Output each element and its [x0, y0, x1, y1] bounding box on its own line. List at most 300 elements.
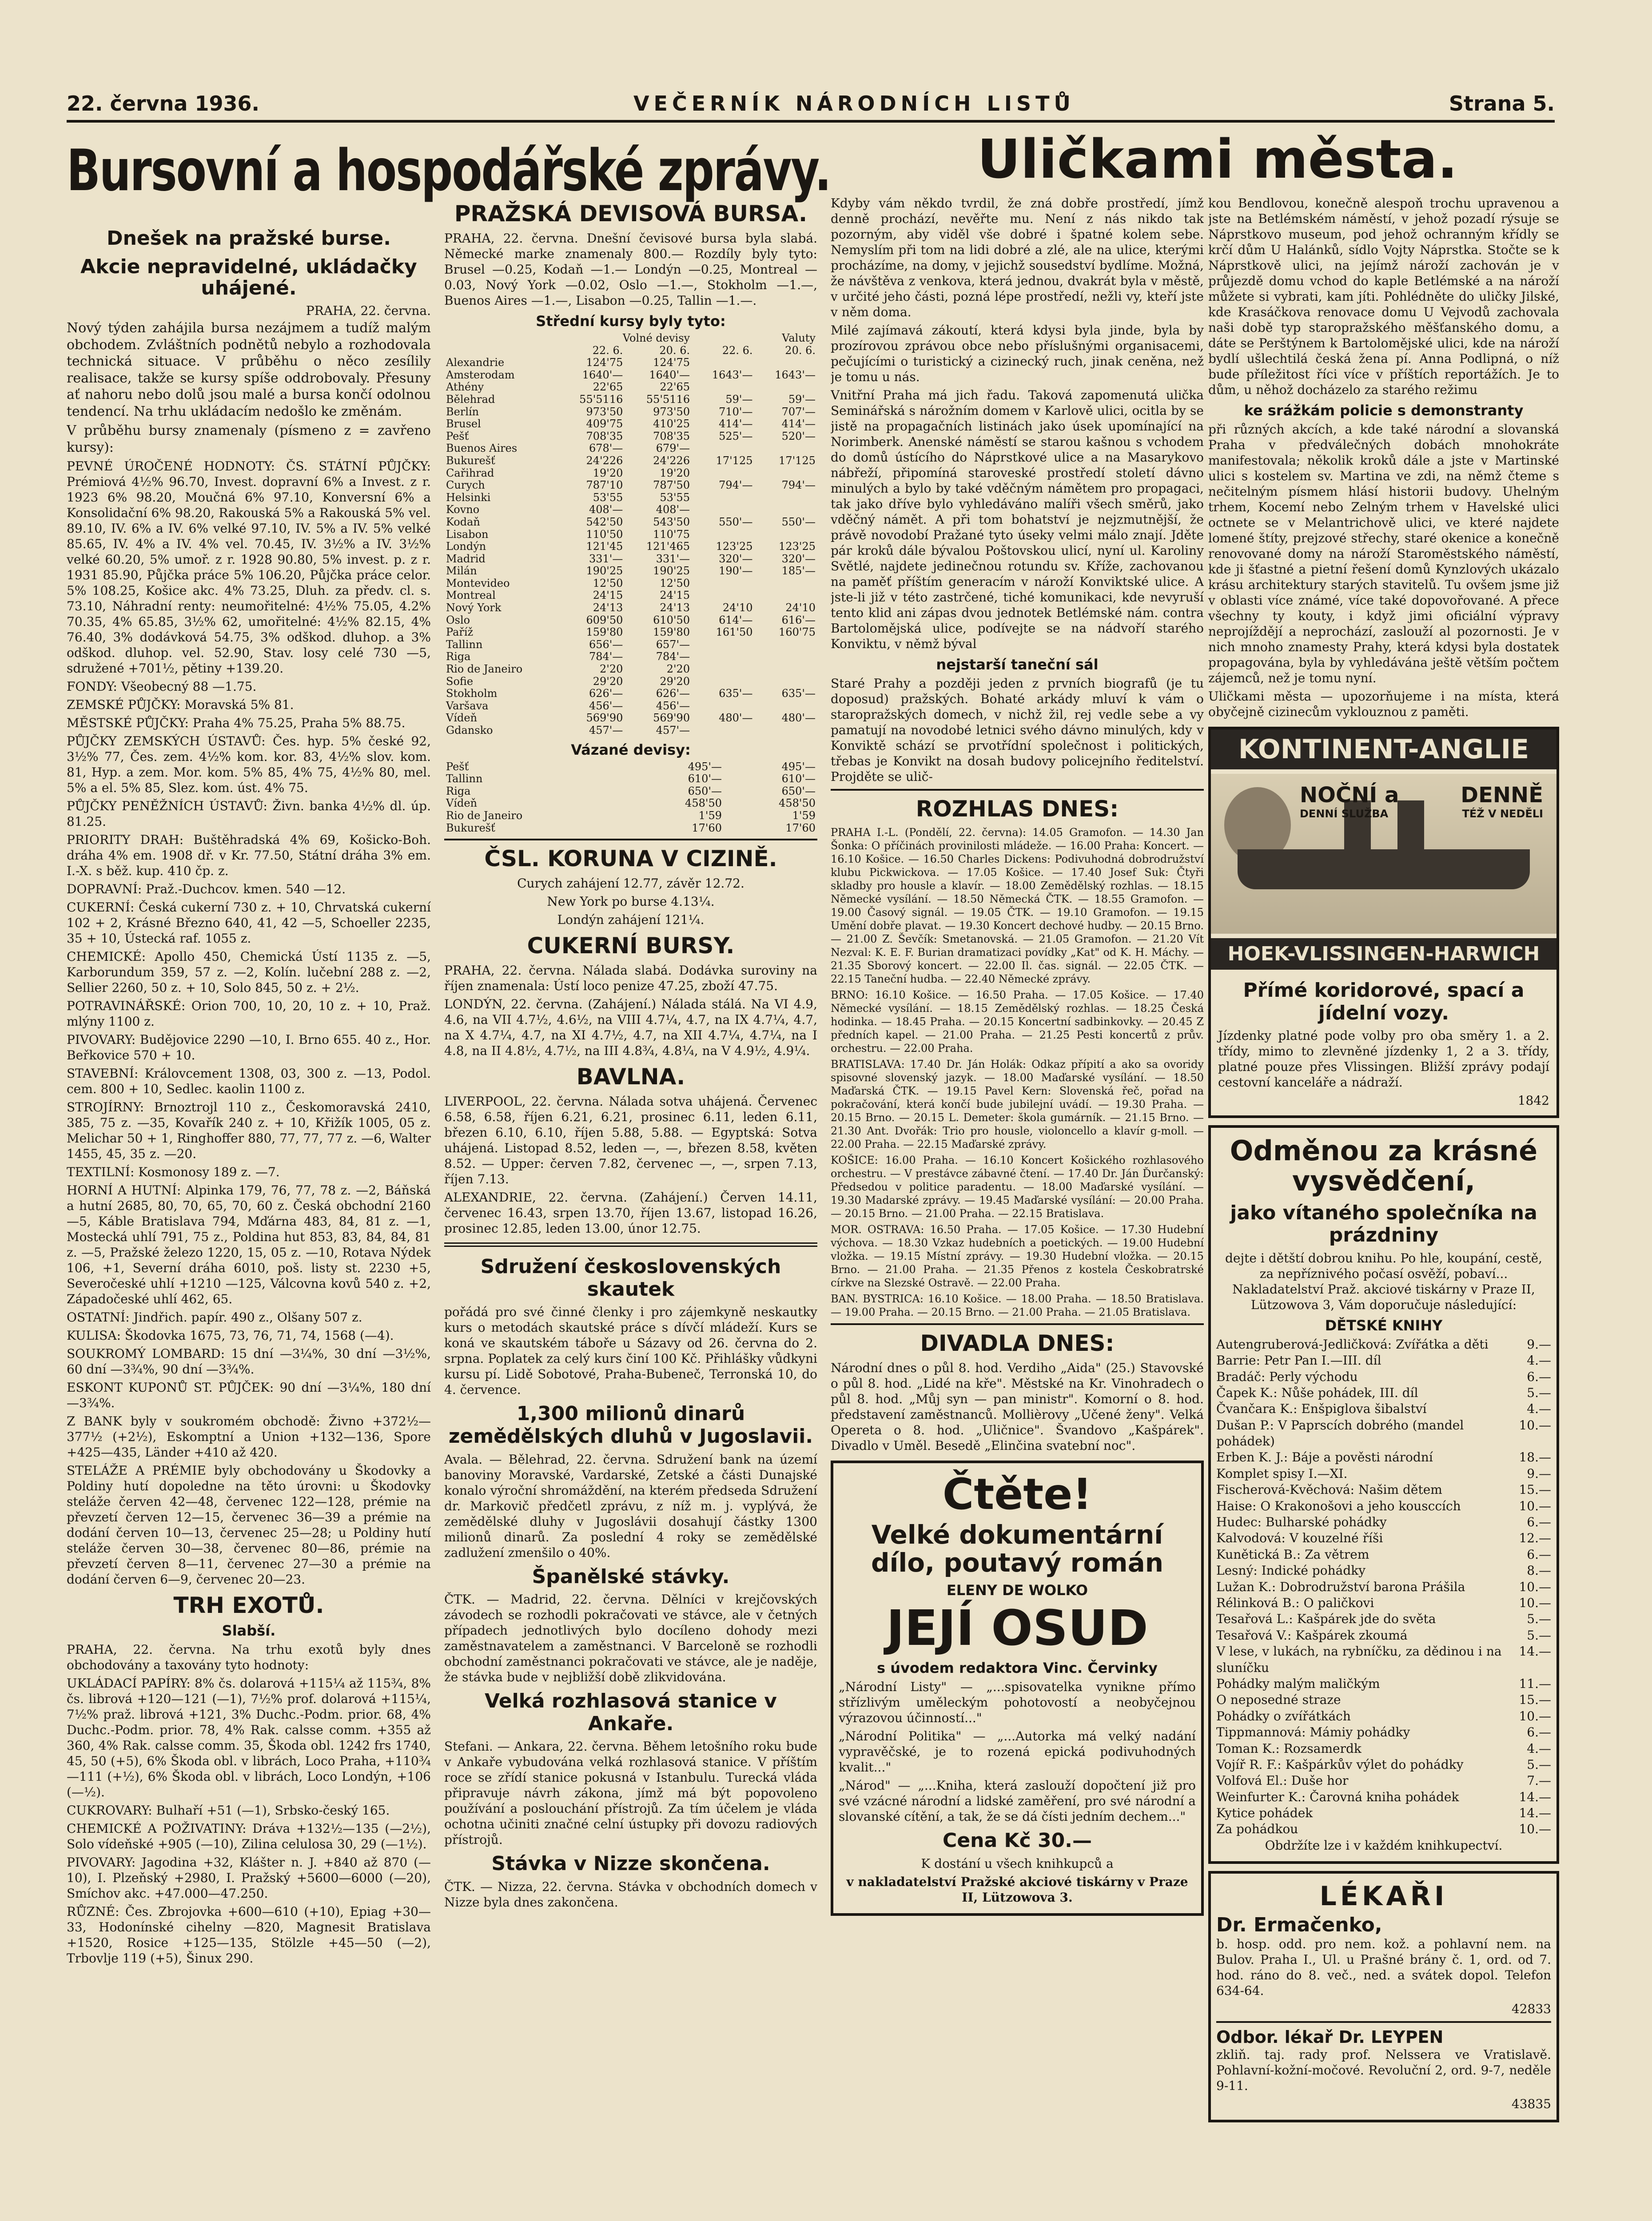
currency-city: Stokholm — [446, 687, 498, 700]
book-price: 4.— — [1527, 1353, 1551, 1368]
paragraph: Národní dnes o půl 8. hod. Verdiho „Aida" (25.) Stavovské o půl 8. hod. „Lidé na kře". Městské na Kr. Vinohradech o půl 8. hod. „Můj syn — pan ministr". Komorní o 8. hod. představení zaměstnanců. Mollièrovy „Učené ženy". Velká Opereta o 8. hod. „Uličnice". Švandovo „Kašpárek". Divadlo v Uměl. Besedě „Elinčina svatební noc". — [831, 1361, 1204, 1453]
currency-value: 569'90 — [653, 712, 690, 724]
currency-value: 1640'— — [582, 368, 623, 381]
currency-value: 12'50 — [593, 577, 623, 589]
currency-value: 456'— — [589, 699, 623, 712]
table-header: 20. 6. — [659, 344, 690, 357]
divider — [444, 1242, 817, 1250]
ad-book-name: JEJÍ OSUD — [886, 1600, 1148, 1657]
currency-city: Riga — [446, 784, 471, 797]
currency-value: 1643'— — [775, 368, 816, 381]
currency-value: 973'50 — [653, 405, 690, 418]
book-price: 10.— — [1519, 1498, 1551, 1513]
book-title: Toman K.: Rozsamerdk — [1216, 1741, 1361, 1756]
currency-value — [692, 639, 754, 651]
book-price: 4.— — [1527, 1401, 1551, 1417]
doctor-info: b. hosp. odd. pro nem. kož. a pohlavní nem. na Bulov. Praha I., Ul. u Prašné brány č. 1, ord. od 7. hod. ráno do 8. več., ned. a svátek dopol. Telefon 634-64. — [1216, 1936, 1551, 1998]
paragraph: Londýn zahájení 121¼. — [557, 912, 705, 927]
currency-city: Oslo — [446, 613, 470, 626]
table-row — [444, 688, 817, 700]
book-title: Lužan K.: Dobrodružství barona Prášila — [1216, 1579, 1465, 1594]
currency-city: Montevideo — [446, 577, 510, 589]
currency-value: 190'25 — [586, 565, 623, 577]
currency-value: 794'— — [781, 479, 816, 492]
section-title: ROZHLAS DNES: — [916, 796, 1119, 822]
paragraph: Stefani. — Ankara, 22. června. Během letošního roku bude v Ankaře vybudována velká rozhlasová stanice. V příštím roce se zřídí stanice pokusná v Istanbulu. Turecká vláda připravuje návrh zákona, jímž má být popovoleno používání a poslouchání přístrojů. Za tím účelem je vláda ochotna učiniti značné celní ústupky při dovozu radiových přístrojů. — [444, 1739, 817, 1847]
book-list-item — [1216, 1628, 1551, 1644]
column-exchange — [67, 222, 431, 2221]
ad-intro: s úvodem redaktora Vinc. Červinky — [877, 1660, 1158, 1677]
currency-value — [755, 676, 817, 688]
table-row — [444, 676, 817, 688]
book-title: Volfová El.: Duše hor — [1216, 1773, 1349, 1788]
currency-value — [692, 357, 754, 369]
currency-value — [755, 639, 817, 651]
table-header: 22. 6. — [592, 344, 623, 357]
book-title: Autengruberová-Jedličková: Zvířátka a děti — [1216, 1337, 1489, 1352]
book-price: 10.— — [1519, 1579, 1551, 1594]
book-price: 6.— — [1527, 1547, 1551, 1562]
quote-block: PIVOVARY: Jagodina +32, Klášter n. J. +840 až 870 (—10), I. Plzeňský +2980, I. Pražský +5600—6000 (—20), Smíchov akc. +47.000—47.250. — [67, 1855, 431, 1901]
table-row — [444, 761, 817, 773]
book-list-item — [1216, 1482, 1551, 1498]
page-header — [67, 84, 1555, 123]
paragraph: MOR. OSTRAVA: 16.50 Praha. — 17.05 Košice. — 17.30 Hudební výchova. — 18.30 Vzkaz hudebních a poetických. — 19.00 Hudební vložka. — 19.15 Místní zprávy. — 19.30 Hudební vložka. — 20.15 Brno. — 21.00 Praha. — 21.35 Přenos z kostela Českobratrské církve na Slezské Ostravě. — 22.00 Praha. — [831, 1223, 1204, 1289]
page-number: Strana 5. — [1449, 92, 1555, 115]
section-title: PRAŽSKÁ DEVISOVÁ BURSA. — [454, 201, 808, 227]
currency-value: 614'— — [719, 613, 753, 626]
currency-city: Bukurešť — [446, 454, 495, 467]
currency-value: 456'— — [656, 699, 690, 712]
table-caption: Vázané devisy: — [571, 741, 691, 758]
currency-value: 610'— — [688, 772, 722, 785]
bound-currency-table — [444, 761, 817, 835]
currency-value: 626'— — [656, 687, 690, 700]
divider — [444, 839, 817, 840]
paragraph: PRAHA, 22. června. Dnešní čevisové bursa byla slabá. Německé marke znamenaly 800.— Rozdíly byly tyto: Brusel —0.25, Kodaň —1.— Londýn —0.25, Montreal —0.03, Nový York —0.02, Oslo —1.—, Stokholm —1.—, Buenos Aires —1.—, Lisabon —0.25, Tallin —1.—. — [444, 231, 817, 308]
table-row — [444, 529, 817, 541]
ad-quote: „Národ" — „...Kniha, která zaslouží dopočtení již pro své vzácné národní a lidské zaměření, pro své národní a slovanské cítění, a tak, že se dá čísti jedním dechem..." — [839, 1778, 1196, 1824]
paragraph: Staré Prahy a později jeden z prvních biografů (je tu doposud) pražských. Bohaté arkády mluví k vám o staropražských domech, v nichž žil, rej vedle sebe a vy pamatují na novodobé letnici svého dávno minulých, kdy v Konviktě schází se prvotřídní společnost i politických, třebas je Konvikt na dosah budovy policejního ředitelství. Projděte se ulič- — [831, 676, 1204, 784]
currency-value — [692, 589, 754, 602]
book-list-item — [1216, 1530, 1551, 1546]
book-title: Kunětická B.: Za větrem — [1216, 1547, 1369, 1562]
ad-title: LÉKAŘI — [1319, 1880, 1448, 1912]
currency-city: Vídeň — [446, 712, 478, 724]
quote-block: PEVNÉ ÚROČENÉ HODNOTY: ČS. STÁTNÍ PŮJČKY: Prémiová 4½% 96.70, Invest. dopravní 6% a Invest. z r. 1923 6% 98.20, Moučná 6% 97.10, Konversní 6% a Konsolidační 6% 98.20, Rakouská 5% a Rakouská 5% vel. 89.10, IV. 6% a IV. 6% velké 97.10, IV. 5% a IV. 5% velké 85.65, IV. 4% a IV. 4% vel. 70.45, IV. 3½% a IV. 3½% velké 60.20, 5% umoř. z r. 1928 90.80, 5% invest. p. z r. 1931 85.90, Půjčka práce 5% 106.20, Půjčka práce celor. 5% 108.25, Košice akc. 4% 73.25, Dluh. za předv. cl. s. 73.10, Náhradní renty: neumořitelné: 4½% 75.05, 4.2% 70.35, 4% 65.85, 3½% 62, umořitelné: 4½% 82.15, 4% 76.40, 3% dodávková 54.75, 3% odškod. dluhop. a 3% odškod. dluhop. vel. 52.90, Stav. losy celé 730 —5, sdružené +701½, pětiny +139.20. — [67, 459, 431, 676]
currency-value: 320'— — [719, 552, 753, 565]
ad-day: DENNĚ — [1461, 783, 1543, 808]
currency-value: 973'50 — [586, 405, 623, 418]
table-row — [444, 406, 817, 418]
currency-value — [692, 467, 754, 480]
currency-value: 784'— — [656, 650, 690, 663]
currency-value — [692, 504, 754, 516]
table-row — [444, 418, 817, 430]
currency-value: 190'— — [719, 565, 753, 577]
paragraph: KOŠICE: 16.00 Praha. — 16.10 Koncert Košického rozhlasového orchestru. — V prestávce zábavné čtení. — 17.40 Dr. Ján Ďurčanský: Předsedou v politice paradentu. — 18.00 Maďarské vysílání. — 19.30 Madarské zprávy. — 19.45 Maďarské vysílání: — 20.00 Praha. — 20.15 Brno. — 21.00 Praha. — 22.15 Bratislava. — [831, 1154, 1204, 1220]
quote-block: STROJÍRNY: Brnoztrojl 110 z., Českomoravská 2410, 385, 75 z. —35, Kovařík 240 z. + 10, Křižík 1005, 05 z. Melichar 50 + 1, Ringhoffer 880, 77, 77, 77 z. —6, Walter 1455, 45, 35 z. —20. — [67, 1100, 431, 1162]
currency-value — [755, 492, 817, 504]
column-markets — [444, 195, 817, 2221]
book-list-item — [1216, 1579, 1551, 1595]
book-title: Fischerová-Kvěchová: Našim dětem — [1216, 1482, 1442, 1497]
table-row — [444, 381, 817, 394]
table-row — [444, 357, 817, 369]
currency-value: 408'— — [656, 503, 690, 516]
book-list-item — [1216, 1401, 1551, 1417]
paragraph: ALEXANDRIE, 22. června. (Zahájení.) Červen 14.11, červenec 16.43, srpen 13.70, říjen 13.67, listopad 16.26, prosinec 12.85, leden 13.00, únor 12.75. — [444, 1190, 817, 1236]
currency-value: 22'65 — [593, 381, 623, 394]
book-list-item — [1216, 1644, 1551, 1676]
paragraph: Milé zajímavá zákoutí, která kdysi byla jinde, byla by prozírovou zprávou obce nebo příslušnými organisacemi, pečujícími o turistický a cizinecký ruch, jinak ceněna, než je tomu u nás. — [831, 323, 1204, 384]
currency-value: 495'— — [688, 760, 722, 773]
book-price: 9.— — [1527, 1337, 1551, 1352]
currency-value: 679'— — [656, 442, 690, 455]
ad-availability: K dostání u všech knihkupců a — [921, 1856, 1114, 1871]
currency-value: 55'5116 — [646, 393, 690, 406]
paragraph: ČTK. — Nizza, 22. června. Stávka v obchodních domech v Nizze byla dnes zakončena. — [444, 1879, 817, 1910]
divider — [831, 789, 1204, 791]
quote-block: PŮJČKY ZEMSKÝCH ÚSTAVŮ: Čes. hyp. 5% české 92, 3½% 77, Čes. zem. 4½% kom. kor. 83, 4½% slov. kom. 81, Hyp. a zem. Mor. kom. 5% 85, 4% 75, 4½% 80, mel. 5% a el. 5% 85, Slez. kom. úst. 4% 75. — [67, 734, 431, 796]
book-price: 10.— — [1519, 1417, 1551, 1433]
book-list-item — [1216, 1821, 1551, 1837]
table-row — [444, 810, 817, 822]
ad-night: NOČNÍ a — [1300, 783, 1399, 808]
currency-value — [692, 381, 754, 394]
currency-value: 495'— — [781, 760, 816, 773]
ad-title: KONTINENT-ANGLIE — [1211, 729, 1556, 769]
ad-quote: „Národní Politika" — „...Autorka má velký nadání vypravěčské, je to rozená epická podivuhodných kvalit..." — [839, 1729, 1196, 1775]
currency-value — [755, 504, 817, 516]
currency-value: 657'— — [656, 638, 690, 651]
currency-value: 414'— — [781, 418, 816, 430]
currency-city: Riga — [446, 650, 471, 663]
currency-value — [692, 663, 754, 676]
book-title: Čvančara K.: Enšpiglova šibalství — [1216, 1401, 1427, 1417]
currency-value: 2'20 — [599, 663, 623, 676]
paragraph: BRNO: 16.10 Košice. — 16.50 Praha. — 17.05 Košice. — 17.40 Německé vysílání. — 18.15 Zemědělský rozhlas. — 18.25 Česká hodinka. — 18.45 Praha. — 20.15 Koncertní sadbinkovky. — 20.45 Z předních kapel. — 21.00 Praha. — 21.25 Pesti koncertů z prův. orchestru. — 22.00 Praha. — [831, 989, 1204, 1055]
book-price: 7.— — [1527, 1773, 1551, 1788]
currency-value: 24'226 — [653, 454, 690, 467]
quote-block: STAVEBNÍ: Královcement 1308, 03, 300 z. —13, Podol. cem. 800 + 10, Sedlec. kaolin 1100 z. — [67, 1066, 431, 1097]
book-list-item — [1216, 1498, 1551, 1514]
currency-value: 123'25 — [716, 540, 753, 553]
currency-city: Athény — [446, 381, 484, 394]
currency-value: 609'50 — [586, 613, 623, 626]
quote-block: STELÁŽE A PRÉMIE byly obchodovány u Škodovky a Poldiny hutí dopoledne na těto úrovni: u Škodovky steláže červen 42—48, červenec 122—128, prémie na převzetí červen 12—15, červenec 36—39 a prémie na dodání červen 10—13, červenec 25—28; u Poldiny hutí steláže červen 30—38, červenec 80—86, prémie na převzetí červen 8—11, červenec 27—30 a prémie na dodání červen 6—9, červenec 20—23. — [67, 1463, 431, 1587]
currency-value: 710'— — [719, 405, 753, 418]
currency-value — [692, 492, 754, 504]
currency-value — [755, 442, 817, 455]
section-title: CUKERNÍ BURSY. — [527, 933, 735, 959]
currency-value — [692, 442, 754, 455]
currency-city: Nový York — [446, 601, 502, 614]
book-price: 10.— — [1519, 1822, 1551, 1837]
city-headline: Uličkami města. — [977, 129, 1458, 191]
currency-value: 458'50 — [779, 797, 816, 810]
currency-city: Vídeň — [446, 797, 478, 810]
currency-value — [692, 577, 754, 590]
currency-value: 480'— — [719, 712, 753, 724]
quote-block: DOPRAVNÍ: Praž.-Duchcov. kmen. 540 —12. — [67, 882, 346, 897]
table-row — [444, 430, 817, 443]
section-title: 1,300 milionů dinarů zemědělských dluhů v Jugoslavii. — [448, 1402, 813, 1448]
quote-block: CHEMICKÉ: Apollo 450, Chemická Ústí 1135 z. —5, Karborundum 359, 57 z. —2, Kolín. lučební 288 z. —2, Sellier 2260, 50 z. + 10, Solo 845, 50 z. + 2½. — [67, 949, 431, 995]
table-row — [444, 467, 817, 480]
table-row — [444, 553, 817, 565]
currency-value: 59'— — [725, 393, 753, 406]
currency-value: 520'— — [781, 430, 816, 442]
paragraph: V průběhu bursy znamenaly (písmeno z = zavřeno kursy): — [67, 423, 431, 455]
paragraph: Kdyby vám někdo tvrdil, že zná dobře prostředí, jímž denně prochází, nevěřte mu. Není z nás nikdo tak pozorným, aby viděl vše dobré i špatné kolem sebe. Nemyslím při tom na lidi dobré a zlé, ale na ulice, kterými procházíme, na domy, v jejichž sousedství bydlíme. Možná, že návštěva z venkova, která jednou, dvakrát byla v městě, v určité jeho části, pozná lépe prostředí, nežli vy, kteří jste v něm doma. — [831, 196, 1204, 319]
book-title: Weinfurter K.: Čarovná kniha pohádek — [1216, 1789, 1459, 1804]
book-list-item — [1216, 1789, 1551, 1805]
currency-value: 19'20 — [593, 466, 623, 479]
book-list-item — [1216, 1757, 1551, 1773]
currency-value: 185'— — [781, 565, 816, 577]
currency-value: 525'— — [719, 430, 753, 442]
column-city-article — [831, 195, 1204, 2221]
ad-publisher: v nakladatelství Pražské akciové tiskárny v Praze II, Lützowova 3. — [846, 1874, 1188, 1905]
table-row — [444, 724, 817, 737]
book-title: Hudec: Bulharské pohádky — [1216, 1515, 1387, 1530]
currency-value: 1643'— — [712, 368, 753, 381]
currency-city: Curych — [446, 479, 485, 492]
currency-value: 458'50 — [685, 797, 722, 810]
currency-value: 160'75 — [779, 626, 816, 639]
currency-value: 24'13 — [660, 601, 690, 614]
book-list-item — [1216, 1611, 1551, 1627]
currency-city: Pešť — [446, 430, 469, 442]
currency-value: 123'25 — [779, 540, 816, 553]
masthead: VEČERNÍK NÁRODNÍCH LISTŮ — [633, 92, 1075, 115]
ad-subtitle: jako vítaného společníka na prázdniny — [1230, 1201, 1537, 1247]
quote-block: FONDY: Všeobecný 88 —1.75. — [67, 679, 257, 694]
table-row — [444, 614, 817, 627]
currency-value: 787'10 — [586, 479, 623, 492]
currency-value: 17'60 — [692, 821, 722, 834]
currency-city: Alexandrie — [446, 356, 505, 369]
doctors-advert — [1208, 1871, 1559, 2122]
currency-city: Bělehrad — [446, 393, 495, 406]
book-list-item — [1216, 1466, 1551, 1482]
currency-value: 708'35 — [586, 430, 623, 442]
book-title: V lese, v lukách, na rybníčku, za dědinou i na sluníčku — [1216, 1644, 1502, 1675]
currency-city: Helsinki — [446, 491, 491, 504]
childrens-books-advert — [1208, 1125, 1559, 1864]
currency-value — [692, 700, 754, 712]
currency-city: Amsterodam — [446, 368, 515, 381]
currency-value — [755, 357, 817, 369]
currency-value — [755, 589, 817, 602]
ad-text: dejte i dětští dobrou knihu. Po hle, koupání, cestě, za nepříznivého počasí osvěží, pobaví... Nakladatelství Praž. akciové tiskárny v Praze II, Lützowova 3, Vám doporučuje následující: — [1225, 1250, 1543, 1312]
currency-value: 110'50 — [586, 528, 623, 541]
table-row — [444, 577, 817, 590]
ad-subtitle: Přímé koridorové, spací a jídelní vozy. — [1243, 979, 1525, 1024]
book-price: 5.— — [1527, 1628, 1551, 1643]
book-list-item — [1216, 1724, 1551, 1740]
currency-city: Milán — [446, 565, 477, 577]
currency-value — [755, 724, 817, 737]
book-list — [1216, 1337, 1551, 1838]
book-price: 15.— — [1519, 1482, 1551, 1497]
book-price: 14.— — [1519, 1789, 1551, 1804]
currency-value: 635'— — [719, 687, 753, 700]
book-list-item — [1216, 1547, 1551, 1563]
book-advert — [831, 1461, 1204, 1916]
table-row — [444, 626, 817, 639]
section-title: Španělské stávky. — [532, 1565, 730, 1588]
book-title: Kytice pohádek — [1216, 1806, 1313, 1821]
book-title: Barrie: Petr Pan I.—III. díl — [1216, 1353, 1381, 1368]
book-list-item — [1216, 1692, 1551, 1708]
table-caption: Střední kursy byly tyto: — [536, 313, 726, 330]
book-title: Pohádky o zvířátkách — [1216, 1708, 1351, 1723]
table-row — [444, 492, 817, 504]
currency-value: 408'— — [589, 503, 623, 516]
currency-city: Berlín — [446, 405, 479, 418]
table-row — [444, 602, 817, 614]
paragraph: PRAHA, 22. června. Nálada slabá. Dodávka suroviny na říjen znamenala: Ústí loco penize 47.25, zboží 47.75. — [444, 963, 817, 994]
book-price: 15.— — [1519, 1692, 1551, 1708]
ad-night-service: DENNÍ SLUŽBA — [1300, 808, 1389, 820]
quote-block: PŮJČKY PENĚŽNÍCH ÚSTAVŮ: Živn. banka 4½% dl. úp. 81.25. — [67, 799, 431, 829]
paragraph: BAN. BYSTRICA: 16.10 Košice. — 18.00 Praha. — 18.50 Bratislava. — 19.00 Praha. — 20.15 Brno. — 21.00 Praha. — 21.05 Bratislava. — [831, 1293, 1204, 1318]
book-price: 14.— — [1519, 1806, 1551, 1821]
book-title: Rélinková B.: O paličkovi — [1216, 1596, 1374, 1610]
book-price: 12.— — [1519, 1531, 1551, 1546]
currency-value: 110'75 — [653, 528, 690, 541]
paragraph: kou Bendlovou, konečně alespoň trochu upravenou a jste na Betlémském náměstí, v jehož pozadí rýsuje se Náprstkovo museum, pod jehož ochranným křídly se krčí dům U Halánků, sídlo Vojty Náprstka. Stočte se k Náprstkově ulici, na jejímž nároží zachován je v průjezdě domu vchod do kaple Betlémské a na nároží můžete si vybrati, kam jíti. Pohlédněte do uličky Jilské, kde Krasáčkova renovace domu U Vejvodů zachovala naši době typ staropražského měšťanského domu, a dáte se Perštýnem k Bartolomějské ulici, kde na nároží bydlí ušlechtilá česká žena pí. Anna Podlipná, o níž bude příležitost říci více v příštích reportážích. Je to dům, u něhož docházelo za starého režimu — [1208, 196, 1559, 397]
book-list-item — [1216, 1369, 1551, 1385]
book-price: 10.— — [1519, 1596, 1551, 1610]
book-title: Dušan P.: V Paprscích dobrého (mandel pohádek) — [1216, 1417, 1464, 1449]
currency-value — [755, 467, 817, 480]
currency-value: 457'— — [589, 724, 623, 736]
currency-value: 331'— — [656, 552, 690, 565]
book-price: 5.— — [1527, 1385, 1551, 1400]
currency-table — [444, 332, 817, 737]
ship-funnel — [1397, 800, 1424, 849]
book-list-item — [1216, 1449, 1551, 1465]
currency-value: 24'10 — [722, 601, 753, 614]
currency-value: 409'75 — [586, 418, 623, 430]
currency-value: 190'25 — [653, 565, 690, 577]
book-price: 10.— — [1519, 1708, 1551, 1723]
book-list-item — [1216, 1385, 1551, 1401]
quote-block: OSTATNÍ: Jindřich. papír. 490 z., Olšany 507 z. — [67, 1310, 362, 1325]
ad-label — [1461, 783, 1543, 820]
section-subtitle: Slabší. — [222, 1622, 276, 1640]
book-title: Vojíř R. F.: Kašpárkův výlet do pohádky — [1216, 1757, 1464, 1772]
table-row — [444, 455, 817, 467]
table-row — [444, 651, 817, 663]
currency-value — [692, 724, 754, 737]
ad-author: ELENY DE WOLKO — [946, 1582, 1088, 1599]
currency-value: 12'50 — [660, 577, 690, 589]
ad-quote: „Národní Listy" — „...spisovatelka vynikne přímo střízlivým uměleckým pohotovostí a neobyčejnou výrazovou účinností..." — [839, 1680, 1196, 1726]
paragraph: PRAHA, 22. června. Na trhu exotů byly dnes obchodovány a taxovány tyto hodnoty: — [67, 1642, 431, 1673]
currency-value: 794'— — [719, 479, 753, 492]
book-price: 6.— — [1527, 1725, 1551, 1740]
currency-value: 161'50 — [716, 626, 753, 639]
dateline: PRAHA, 22. června. — [306, 303, 431, 318]
currency-value: 53'55 — [593, 491, 623, 504]
paragraph: PRAHA I.-L. (Pondělí, 22. června): 14.05 Gramofon. — 14.30 Jan Šonka: O příčinách provinilosti mládeže. — 16.00 Praha: Koncert. — 16.10 Košice. — 16.50 Charles Dickens: Podivuhodná dobrodružství klubu Pickwickova. — 17.05 Košice. — 17.40 Josef Suk: Čtyři skladby pro housle a klavír. — 18.00 Zemědělský rozhlas. — 18.15 Německé vysílání. — 18.50 Německá ČTK. — 18.55 Gramofon. — 19.00 Časový signál. — 19.05 ČTK. — 19.10 Gramofon. — 19.15 Umění dobře plavat. — 19.30 Koncert dechové hudby. — 20.15 Brno. — 21.00 Z. Ševčík: Smetanovská. — 21.05 Gramofon. — 21.20 Vít Nezval: K. E. F. Burian dramatizaci povídky „Kat" od K. H. Máchy. — 21.35 Sborový koncert. — 22.00 Il. čas. signál. — 22.05 ČTK. — 22.15 Taneční hudba. — 22.40 Německé zprávy. — [831, 826, 1204, 985]
paragraph: BRATISLAVA: 17.40 Dr. Ján Holák: Odkaz přípití a ako sa ovoridy spisovné slovenský jazyk. — 18.00 Maďarské vysílání. — 18.50 Maďarská ČTK. — 19.15 Pavel Kern: Slovenská řeč, pořad na pokračování, která končí bude jubilejní uvádí. — 19.30 Praha. — 20.15 Brno. — 20.15 L. Demeter: škola gumárník. — 21.15 Brno. — 21.30 Ant. Dvořák: Trio pro housle, violoncello a klavír g-moll. — 22.00 Praha. — 22.15 Maďarské zprávy. — [831, 1058, 1204, 1150]
section-title: Stávka v Nizze skončena. — [491, 1852, 770, 1875]
currency-city: Madrid — [446, 552, 486, 565]
currency-value: 708'35 — [653, 430, 690, 442]
currency-city: Londýn — [446, 540, 486, 553]
main-headline: Bursovní a hospodářské zprávy. — [67, 138, 831, 204]
currency-city: Tallinn — [446, 772, 483, 785]
currency-value: 1'59 — [698, 809, 722, 822]
ferry-advert — [1208, 727, 1559, 1118]
currency-value: 616'— — [781, 613, 816, 626]
currency-value — [692, 676, 754, 688]
book-title: Haise: O Krakonošovi a jeho kousccích — [1216, 1498, 1461, 1513]
table-row — [444, 663, 817, 676]
currency-value: 17'125 — [779, 454, 816, 467]
table-row — [444, 589, 817, 602]
quote-block: TEXTILNÍ: Kosmonosy 189 z. —7. — [67, 1165, 280, 1180]
book-list-item — [1216, 1514, 1551, 1530]
currency-value: 414'— — [719, 418, 753, 430]
book-price: 18.— — [1519, 1450, 1551, 1465]
currency-value: 159'80 — [586, 626, 623, 639]
currency-value: 55'5116 — [579, 393, 623, 406]
quote-block: UKLÁDACÍ PAPÍRY: 8% čs. dolarová +115¼ až 115¾, 8% čs. librová +120—121 (—1), 7½% prof. dolarová +115¼, 7½% praž. librová +121, 3% Duchc.-Podm. prior. 68, 4% Duchc.-Podm. prior. 78, 4% Rak. calsse comm. +355 až 360, 4% Rak. calsse comm. 35, Škoda obl. 1242 frs 1740, 45, 50 (+5), 6% Škoda obl. v librách, Loco Praha, +110¾—111 (+½), 6% Škoda obl. v librách, Loco Londýn, +106 (—½). — [67, 1676, 431, 1800]
currency-value — [755, 651, 817, 663]
book-list-item — [1216, 1773, 1551, 1789]
book-list-item — [1216, 1805, 1551, 1821]
currency-city: Buenos Aires — [446, 442, 517, 455]
table-row — [444, 479, 817, 492]
currency-value: 480'— — [781, 712, 816, 724]
book-price: 11.— — [1519, 1676, 1551, 1691]
doctor-name: Dr. Ermačenko, — [1216, 1913, 1382, 1936]
currency-value: 22'65 — [660, 381, 690, 394]
currency-value: 24'10 — [785, 601, 816, 614]
currency-value: 19'20 — [660, 466, 690, 479]
column-ads — [1208, 195, 1559, 2221]
section-title: Velká rozhlasová stanice v Ankaře. — [485, 1690, 777, 1735]
book-title: Erben K. J.: Báje a pověsti národní — [1216, 1450, 1433, 1465]
section-title: TRH EXOTŮ. — [173, 1592, 324, 1619]
currency-city: Sofie — [446, 675, 474, 688]
paragraph: ČTK. — Madrid, 22. června. Dělníci v krejčovských závodech se rozhodli pokračovati ve stávce, ale v četných případech jednotlivých bylo docíleno dohody mezi zaměstnavatelem a zaměstnanci. V Barceloně se rozhodli obchodní zaměstnanci pokračovati ve stávce, ale je naděje, že stávka bude v nejbližší době zlikvidována. — [444, 1592, 817, 1685]
currency-value — [692, 529, 754, 541]
table-header: Volné devisy — [622, 332, 690, 344]
section-title: ČSL. KORUNA V CIZINĚ. — [484, 846, 777, 872]
table-row — [444, 639, 817, 651]
currency-value: 410'25 — [653, 418, 690, 430]
ad-footer: Obdržíte lze i v každém knihkupectví. — [1265, 1838, 1503, 1853]
currency-value: 17'125 — [716, 454, 753, 467]
table-row — [444, 442, 817, 455]
currency-city: Gdansko — [446, 724, 493, 736]
currency-city: Cařihrad — [446, 466, 494, 479]
ad-code: 43835 — [1511, 2096, 1551, 2111]
book-list-item — [1216, 1417, 1551, 1450]
ad-list-title: DĚTSKÉ KNIHY — [1325, 1317, 1443, 1334]
currency-value: 610'50 — [653, 613, 690, 626]
currency-value: 2'20 — [666, 663, 690, 676]
currency-value — [755, 381, 817, 394]
table-header: 20. 6. — [785, 344, 816, 357]
